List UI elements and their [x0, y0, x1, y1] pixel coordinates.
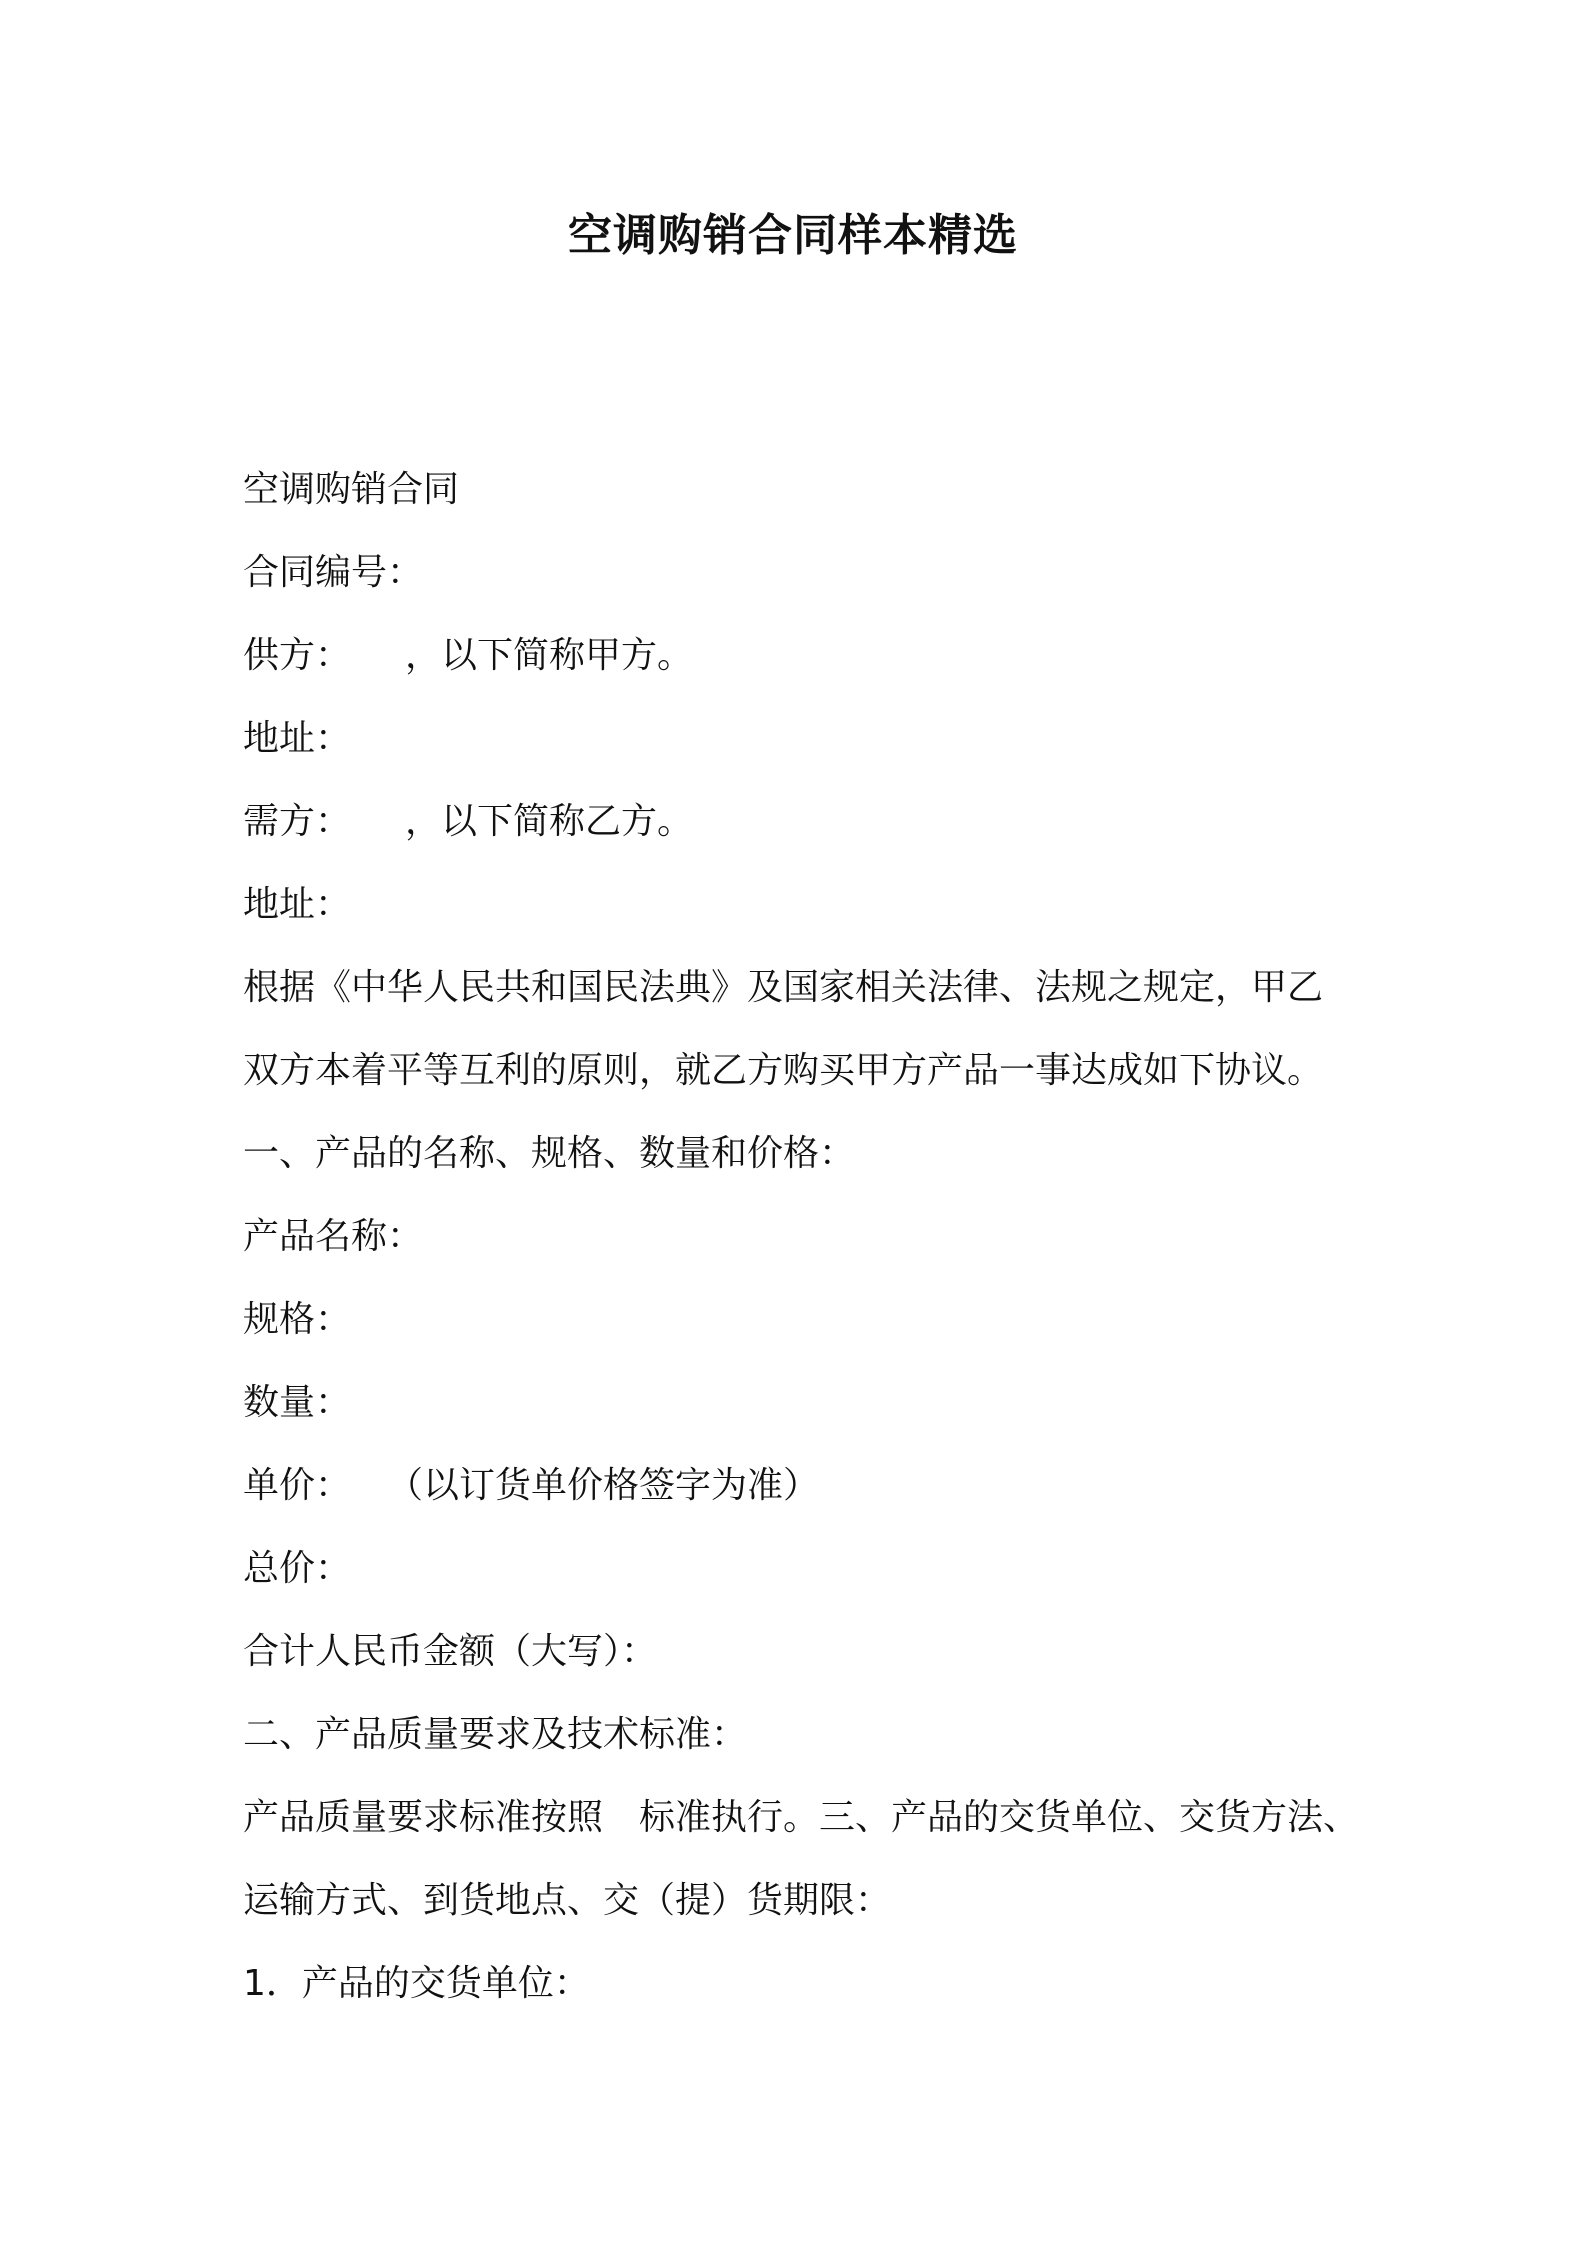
delivery-unit-line: 1．产品的交货单位：: [243, 1963, 590, 2004]
preamble-line-1: 根据《中华人民共和国民法典》及国家相关法律、法规之规定，甲乙: [243, 967, 1324, 1008]
unit-price-line: 单价： （以订货单价格签字为准）: [243, 1465, 820, 1506]
total-amount-line: 合计人民币金额（大写）：: [243, 1631, 658, 1672]
buyer-address-line: 地址：: [243, 884, 352, 925]
section-2-heading: 二、产品质量要求及技术标准：: [243, 1714, 748, 1755]
contract-number-line: 合同编号：: [243, 552, 424, 593]
document-title: 空调购销合同样本精选: [568, 210, 1018, 261]
total-price-line: 总价：: [243, 1548, 352, 1589]
quality-standard-line-2: 运输方式、到货地点、交（提）货期限：: [243, 1880, 892, 1921]
supplier-line: 供方： ，以下简称甲方。: [243, 635, 694, 676]
document-body: [243, 448, 1373, 2025]
product-name-line: 产品名称：: [243, 1216, 424, 1257]
buyer-line: 需方： ，以下简称乙方。: [243, 801, 694, 842]
preamble-line-2: 双方本着平等互利的原则，就乙方购买甲方产品一事达成如下协议。: [243, 1050, 1324, 1091]
specification-line: 规格：: [243, 1299, 352, 1340]
quantity-line: 数量：: [243, 1382, 352, 1423]
supplier-address-line: 地址：: [243, 718, 352, 759]
quality-standard-line-1: 产品质量要求标准按照 标准执行。三、产品的交货单位、交货方法、: [243, 1797, 1360, 1838]
contract-heading: 空调购销合同: [243, 469, 460, 510]
section-1-heading: 一、产品的名称、规格、数量和价格：: [243, 1133, 856, 1174]
